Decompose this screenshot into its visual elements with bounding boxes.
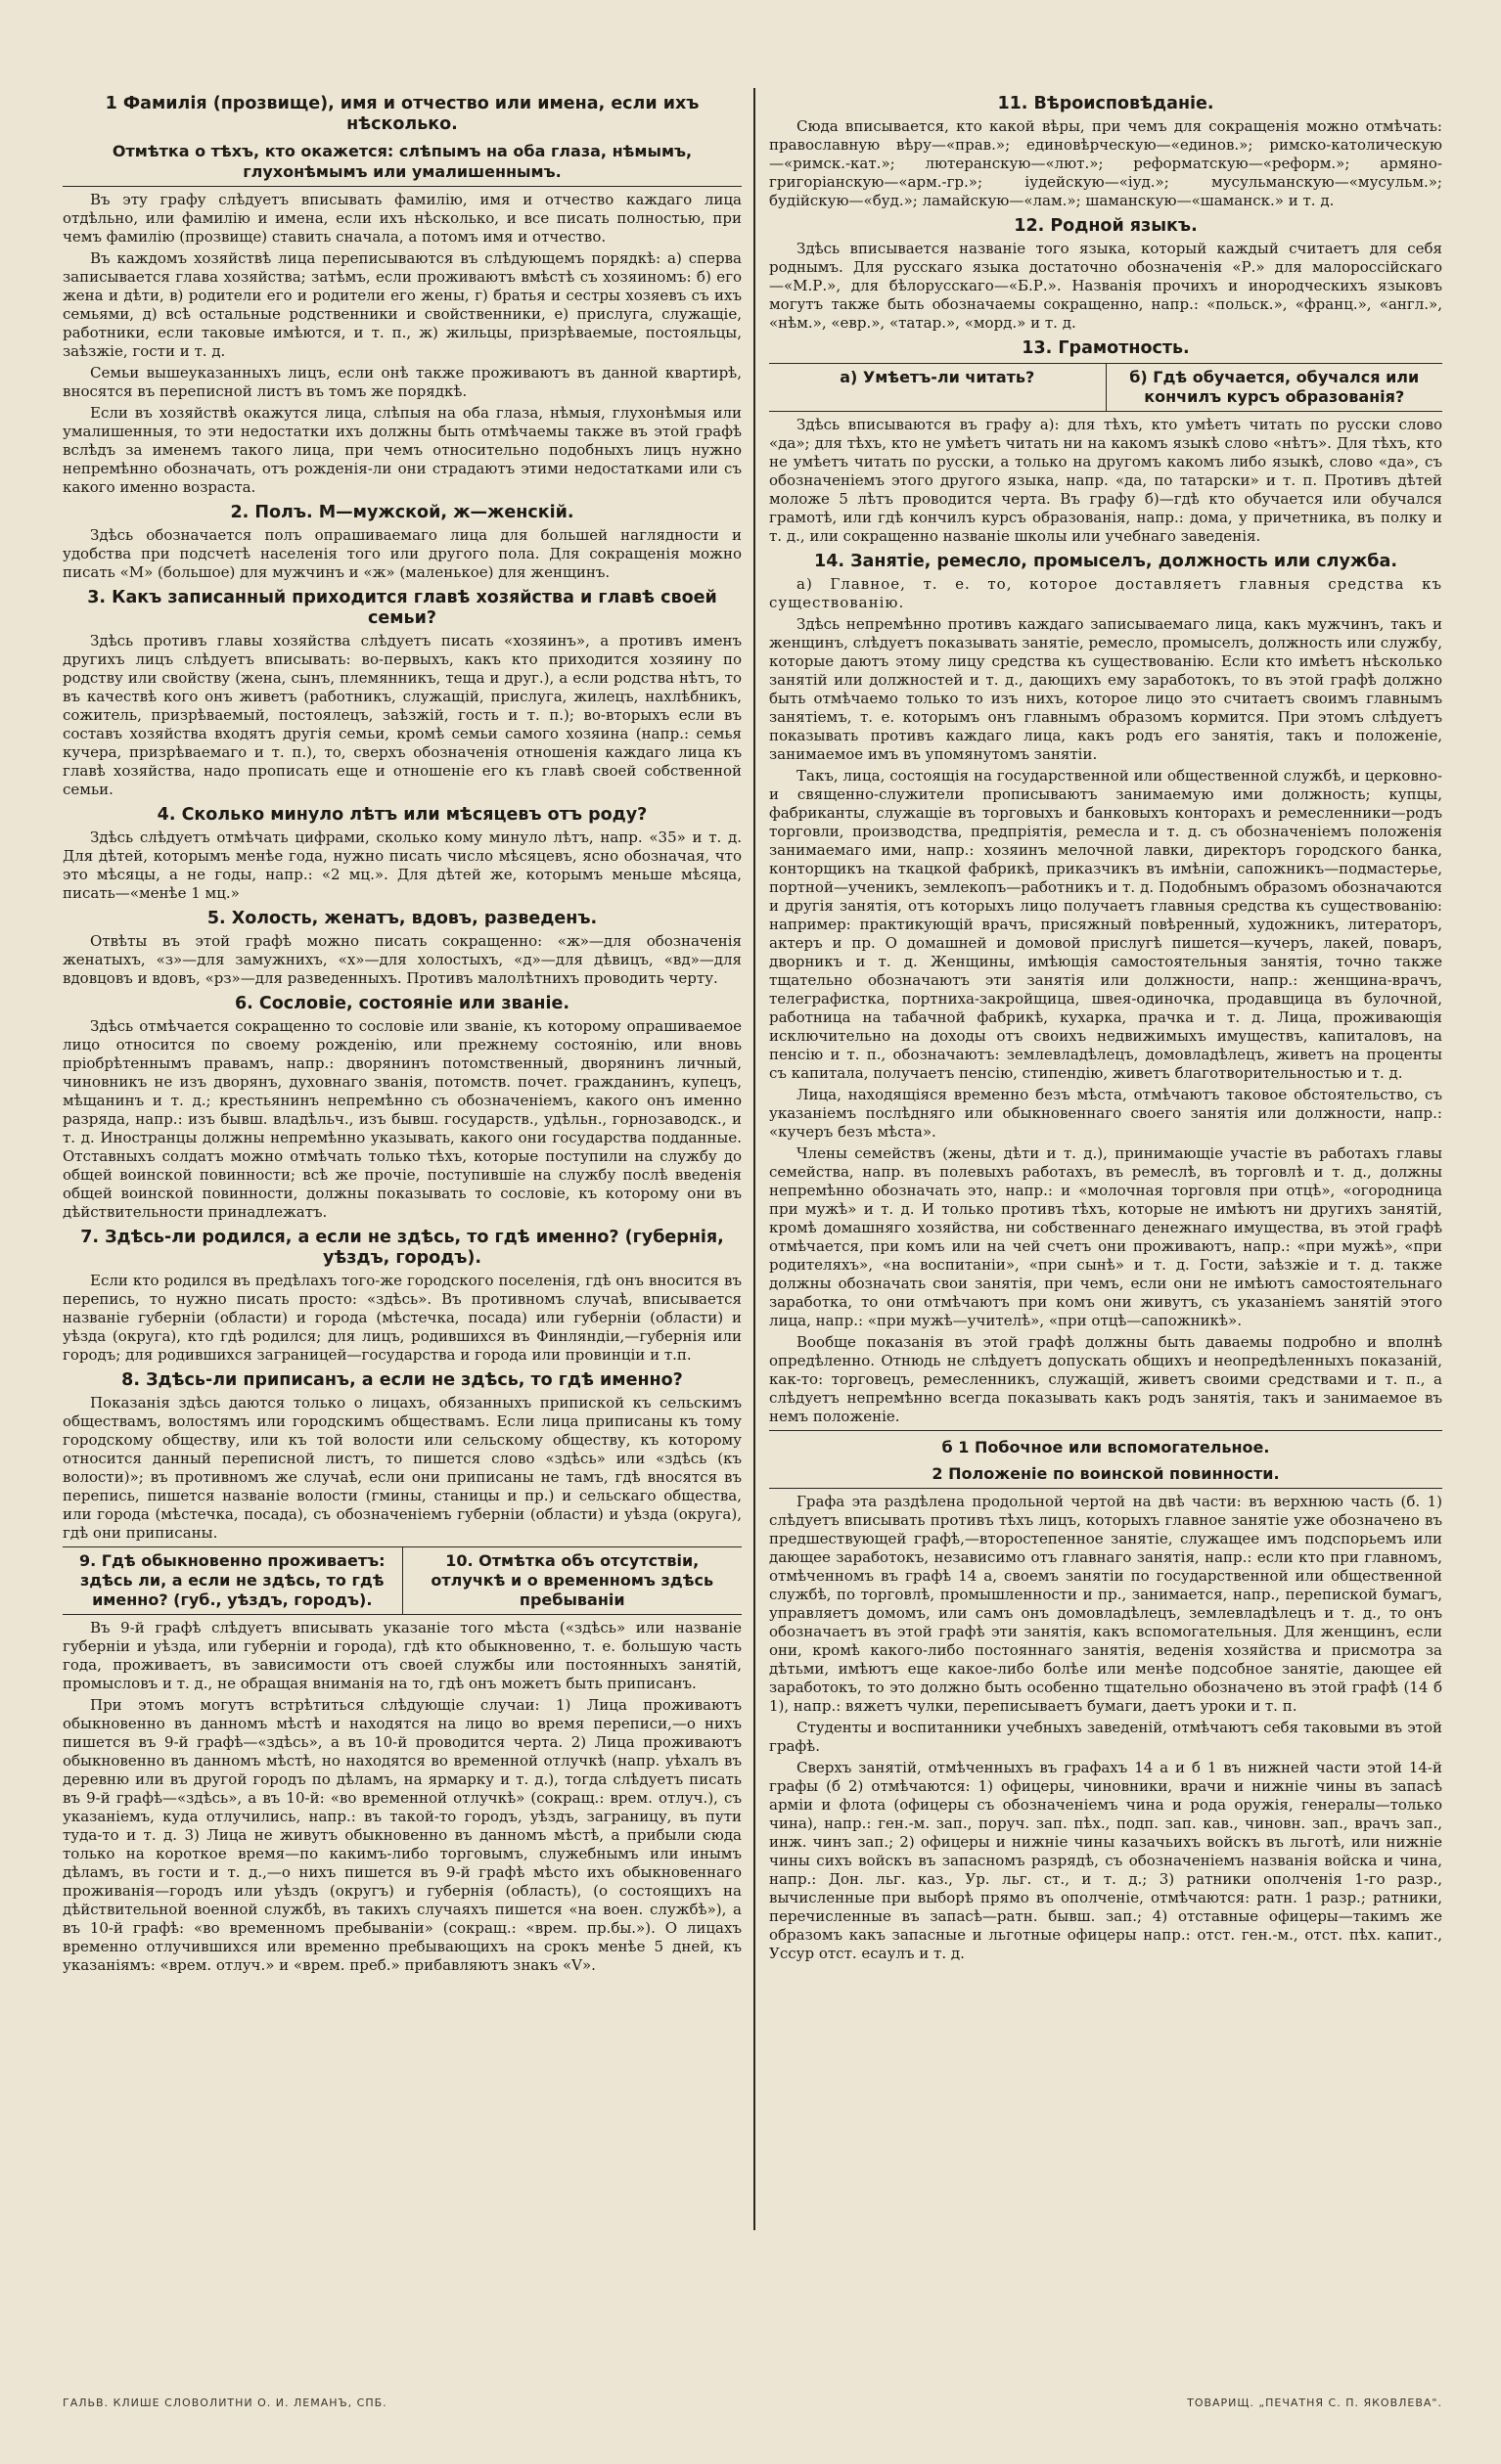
paragraph: Члены семействъ (жены, дѣти и т. д.), принимающіе участіе въ работахъ главы семейства, напр. въ полевыхъ работахъ, въ ремеслѣ, въ торговлѣ и т. д., должны непремѣнно обозначать это, напр.: и «молочная торговля при отцѣ», «огородница при мужѣ» и т. д. И только противъ тѣхъ, которые не имѣютъ ни другихъ занятій, кромѣ домашняго хозяйства, ни собственнаго денежнаго имущества, въ этой графѣ отмѣчается, при комъ или на чей счетъ они проживаютъ, напр.: «при мужѣ», «при родителяхъ», «на воспитаніи», «при сынѣ» и т. д. Гости, заѣзжіе и т. д. также должны обозначать свои занятія, при чемъ, если они не имѣютъ самостоятельнаго заработка, то они отмѣчаютъ при комъ они живутъ, съ указаніемъ занятій этого лица, напр.: «при мужѣ—учителѣ», «при отцѣ—сапожникѣ». <box>769 1144 1442 1329</box>
heading-14: 14. Занятіе, ремесло, промыселъ, должность или служба. <box>814 552 1397 571</box>
paragraph: Здѣсь вписываются въ графу а): для тѣхъ, кто умѣетъ читать по русски слово «да»; для тѣхъ, кто не умѣетъ читать ни на какомъ языкѣ слово «нѣтъ». Для тѣхъ, кто не умѣетъ читать по русски, а только на другомъ какомъ либо языкѣ, слово «да», съ обозначеніемъ этого другого языка, напр. «да, по татарски» и т. п. Противъ дѣтей моложе 5 лѣтъ проводится черта. Въ графу б)—гдѣ кто обучается или обучался грамотѣ, или гдѣ кончилъ курсъ образованія, напр.: дома, у причетника, въ полку и т. д., или сокращенно названіе школы или учебнаго заведенія. <box>769 416 1442 545</box>
heading-3: 3. Какъ записанный приходится главѣ хозяйства и главѣ своей семьи? <box>87 588 717 628</box>
heading-2: 2. Полъ. М—мужской, ж—женскій. <box>230 503 574 522</box>
paragraph: Если кто родился въ предѣлахъ того-же городского поселенія, гдѣ онъ вносится въ перепись, то нужно писать просто: «здѣсь». Въ противномъ случаѣ, вписывается названіе губерніи (области) и города (мѣстечка, посада) или губерніи (области) и уѣзда (округа), кто гдѣ родился; для лицъ, родившихся въ Финляндіи,—губернія или городъ; для родившихся заграницей—государства и города или провинціи и т.п. <box>63 1272 742 1364</box>
paragraph: Если въ хозяйствѣ окажутся лица, слѣпыя на оба глаза, нѣмыя, глухонѣмыя или умалишенныя, то эти недостатки ихъ должны быть отмѣчаемы также въ этой графѣ вслѣдъ за именемъ такого лица, при чемъ относительно подобныхъ лицъ нужно непремѣнно обозначать, отъ рожденія-ли они страдаютъ этими недостатками или съ какого именно возраста. <box>63 404 742 496</box>
rule <box>769 1430 1442 1431</box>
heading-13b: б) Гдѣ обучается, обучался или кончилъ курсъ образованія? <box>1129 368 1420 406</box>
paragraph: Здѣсь слѣдуетъ отмѣчать цифрами, сколько кому минуло лѣтъ, напр. «35» и т. д. Для дѣтей, которымъ менѣе года, нужно писать число мѣсяцевъ, ясно обозначая, что это мѣсяцы, а не годы, напр.: «2 мц.». Для дѣтей же, которымъ меньше мѣсяца, писать—«менѣе 1 мц.» <box>63 829 742 902</box>
paragraph: Въ 9-й графѣ слѣдуетъ вписывать указаніе того мѣста («здѣсь» или названіе губерніи и уѣзда, или губерніи и города), гдѣ кто обыкновенно, т. е. большую часть года, проживаетъ, въ зависимости отъ своей службы или постоянныхъ занятій, промысловъ и т. д., не обращая вниманія на то, гдѣ онъ можетъ быть приписанъ. <box>63 1619 742 1692</box>
split-cell-13b <box>1106 364 1443 411</box>
paragraph: а) Главное, т. е. то, которое доставляетъ главныя средства къ существованію. <box>769 575 1442 611</box>
heading-14b1: б 1 Побочное или вспомогательное. <box>941 1438 1270 1456</box>
paragraph: Сюда вписывается, кто какой вѣры, при чемъ для сокращенія можно отмѣчать: православную вѣру—«прав.»; единовѣрческую—«единов.»; римско-католическую—«римск.-кат.»; лютеранскую—«лют.»; реформатскую—«реформ.»; армяно-григоріанскую—«арм.-гр.»; іудейскую—«іуд.»; мусульманскую—«мусульм.»; будійскую—«буд.»; ламайскую—«лам.»; шаманскую—«шаманск.» и т. д. <box>769 117 1442 209</box>
paragraph: Показанія здѣсь даются только о лицахъ, обязанныхъ припиской къ сельскимъ обществамъ, волостямъ или городскимъ обществамъ. Если лица приписаны къ тому городскому обществу, или къ той волости или сельскому обществу, къ которому относится данный переписной листъ, то пишется слово «здѣсь» или «здѣсь (къ волости)»; въ противномъ же случаѣ, если они приписаны не тамъ, гдѣ вносятся въ перепись, пишется названіе волости (гмины, станицы и пр.) и сельскаго общества, или города (мѣстечка, посада), съ обозначеніемъ губерніи (области) и уѣзда (округа), гдѣ они приписаны. <box>63 1394 742 1542</box>
heading-5: 5. Холость, женатъ, вдовъ, разведенъ. <box>206 909 598 928</box>
rule <box>769 1488 1442 1489</box>
heading-8: 8. Здѣсь-ли приписанъ, а если не здѣсь, то гдѣ именно? <box>121 1370 683 1390</box>
heading-11: 11. Вѣроисповѣданіе. <box>997 94 1214 113</box>
heading-9: 9. Гдѣ обыкновенно проживаетъ: здѣсь ли, а если не здѣсь, то гдѣ именно? (губ., уѣздъ, городъ). <box>78 1551 386 1609</box>
paragraph: Здѣсь обозначается полъ опрашиваемаго лица для большей наглядности и удобства при подсчетѣ населенія того или другого пола. Для сокращенія можно писать «М» (большое) для мужчинъ и «ж» (маленькое) для женщинъ. <box>63 526 742 581</box>
census-instructions-page <box>63 88 1442 2409</box>
heading-4: 4. Сколько минуло лѣтъ или мѣсяцевъ отъ роду? <box>157 805 648 825</box>
paragraph: Семьи вышеуказанныхъ лицъ, если онѣ также проживаютъ въ данной квартирѣ, вносятся въ переписной листъ въ томъ же порядкѣ. <box>63 364 742 400</box>
left-column <box>63 88 742 2230</box>
heading-10: 10. Отмѣтка объ отсутствіи, отлучкѣ и о временномъ здѣсь пребываніи <box>431 1551 714 1609</box>
heading-1: 1 Фамилія (прозвище), имя и отчество или имена, если ихъ нѣсколько. <box>105 94 700 134</box>
split-heading-13 <box>769 363 1442 412</box>
paragraph: Отвѣты въ этой графѣ можно писать сокращенно: «ж»—для обозначенія женатыхъ, «з»—для замужнихъ, «х»—для холостыхъ, «д»—для дѣвицъ, «вд»—для вдовцовъ и вдовъ, «рз»—для разведенныхъ. Противъ малолѣтнихъ проводить черту. <box>63 932 742 987</box>
split-cell-9 <box>63 1547 402 1614</box>
column-divider <box>753 88 755 2230</box>
heading-1b: Отмѣтка о тѣхъ, кто окажется: слѣпымъ на оба глаза, нѣмымъ, глухонѣмымъ или умалишеннымъ. <box>112 142 693 181</box>
paragraph: Здѣсь вписывается названіе того языка, который каждый считаетъ для себя роднымъ. Для русскаго языка достаточно обозначенія «Р.» для малороссійскаго—«М.Р.», для бѣлорусскаго—«Б.Р.». Названія прочихъ и инородческихъ языковъ могутъ также быть обозначаемы сокращенно, напр.: «польск.», «франц.», «англ.», «нѣм.», «евр.», «татар.», «морд.» и т. д. <box>769 240 1442 332</box>
paragraph: Въ каждомъ хозяйствѣ лица переписываются въ слѣдующемъ порядкѣ: а) сперва записывается глава хозяйства; затѣмъ, если проживаютъ вмѣстѣ съ хозяиномъ: б) его жена и дѣти, в) родители его и родители его жены, г) братья и сестры хозяевъ съ ихъ семьями, д) всѣ остальные родственники и свойственники, е) прислуга, служащіе, работники, если таковые имѣются, и т. п., ж) жильцы, призрѣваемые, постояльцы, заѣзжіе, гости и т. д. <box>63 249 742 360</box>
paragraph: Въ эту графу слѣдуетъ вписывать фамилію, имя и отчество каждаго лица отдѣльно, или фамилію и имена, если ихъ нѣсколько, и все писать полностью, при чемъ фамилію (прозвище) ставить сначала, а потомъ имя и отчество. <box>63 191 742 246</box>
paragraph: Здѣсь непремѣнно противъ каждаго записываемаго лица, какъ мужчинъ, такъ и женщинъ, слѣдуетъ показывать занятіе, ремесло, промыселъ, должность или службу, которые даютъ этому лицу средства къ существованію. Если кто имѣетъ нѣсколько занятій или должностей и т. д., дающихъ ему заработокъ, то въ этой графѣ должно быть отмѣчаемо только то изъ нихъ, которое лицо это считаетъ своимъ главнымъ занятіемъ, т. е. которымъ онъ главнымъ образомъ кормится. При этомъ слѣдуетъ показывать противъ каждаго лица, какъ родъ его занятія, такъ и положеніе, занимаемое имъ въ упомянутомъ занятіи. <box>769 615 1442 763</box>
paragraph: Здѣсь противъ главы хозяйства слѣдуетъ писать «хозяинъ», а противъ именъ другихъ лицъ слѣдуетъ вписывать: во-первыхъ, какъ кто приходится хозяину по родству или свойству (жена, сынъ, племянникъ, теща и друг.), а если родства нѣтъ, то въ качествѣ кого онъ живетъ (работникъ, служащій, прислуга, жилецъ, нахлѣбникъ, сожитель, призрѣваемый, постоялецъ, заѣзжій, гость и т. п.); во-вторыхъ если въ составъ хозяйства входятъ другія семьи, кромѣ семьи самого хозяина (напр.: семья кучера, призрѣваемаго и т. п.), то, сверхъ обозначенія отношенія каждаго лица къ главѣ хозяйства, надо прописать еще и отношеніе его къ главѣ своей собственной семьи. <box>63 632 742 798</box>
paragraph: Лица, находящіяся временно безъ мѣста, отмѣчаютъ таковое обстоятельство, съ указаніемъ послѣдняго или обыкновеннаго своего занятія или должности, напр.: «кучеръ безъ мѣста». <box>769 1086 1442 1141</box>
printer-credit-left: ГАЛЬВ. КЛИШЕ СЛОВОЛИТНИ О. И. ЛЕМАНЪ, СПБ. <box>63 2397 387 2409</box>
paragraph: Здѣсь отмѣчается сокращенно то сословіе или званіе, къ которому опрашиваемое лицо относится по своему рожденію, или прежнему состоянію, или вновь пріобрѣтеннымъ правамъ, напр.: дворянинъ потомственный, дворянинъ личный, чиновникъ не изъ дворянъ, духовнаго званія, потомств. почет. гражданинъ, купецъ, мѣщанинъ и т. д.; крестьянинъ непремѣнно съ обозначеніемъ, какого онъ именно разряда, напр.: изъ бывш. владѣльч., изъ бывш. государств., удѣльн., горнозаводск., и т. д. Иностранцы должны непремѣнно указывать, какого они государства подданные. Отставныхъ солдатъ можно отмѣчать только тѣхъ, которые поступили на службу до общей воинской повинности; всѣ же прочіе, поступившіе на службу послѣ введенія общей воинской повинности, должны показывать то сословіе, къ которому они въ дѣйствительности принадлежатъ. <box>63 1017 742 1221</box>
heading-13: 13. Грамотность. <box>1022 338 1190 358</box>
rule <box>63 186 742 187</box>
paragraph: Вообще показанія въ этой графѣ должны быть даваемы подробно и вполнѣ опредѣленно. Отнюдь не слѣдуетъ допускать общихъ и неопредѣленныхъ показаній, как-то: торговецъ, ремесленникъ, служащій, живетъ своими средствами и т. п., а слѣдуетъ непремѣнно всегда показывать какъ родъ занятія, такъ и занимаемое въ немъ положеніе. <box>769 1333 1442 1425</box>
paragraph: При этомъ могутъ встрѣтиться слѣдующіе случаи: 1) Лица проживаютъ обыкновенно въ данномъ мѣстѣ и находятся на лицо во время переписи,—о нихъ пишется въ 9-й графѣ—«здѣсь», а въ 10-й проводится черта. 2) Лица проживаютъ обыкновенно въ данномъ мѣстѣ, но находятся во временной отлучкѣ (напр. уѣхалъ въ деревню или въ другой городъ по дѣламъ, на ярмарку и т. д.), тогда слѣдуетъ писать въ 9-й графѣ—«здѣсь», а въ 10-й: «во временной отлучкѣ» (сокращ.: врем. отлуч.), съ указаніемъ, куда отлучились, напр.: въ такой-то городъ, уѣздъ, заграницу, въ пути туда-то и т. д. 3) Лица не живутъ обыкновенно въ данномъ мѣстѣ, а прибыли сюда только на короткое время—по какимъ-либо торговымъ, служебнымъ или инымъ дѣламъ, въ гости и т. д.,—о нихъ пишется въ 9-й графѣ мѣсто ихъ обыкновеннаго проживанія—городъ или уѣздъ (округъ) и губернія (область), (о состоящихъ на дѣйствительной военной службѣ, въ такихъ случаяхъ пишется «на воен. службѣ»), а въ 10-й графѣ: «во временномъ пребываніи» (сокращ.: «врем. пр.бы.»). О лицахъ временно отлучившихся или временно пребывающихъ на срокъ менѣе 5 дней, къ указаніямъ: «врем. отлуч.» и «врем. преб.» прибавляютъ знакъ «V». <box>63 1696 742 1974</box>
right-column <box>769 88 1442 2230</box>
split-heading-9-10 <box>63 1546 742 1615</box>
heading-12: 12. Родной языкъ. <box>1014 216 1198 236</box>
paragraph: Такъ, лица, состоящія на государственной или общественной службѣ, и церковно-и священно-служители прописываютъ занимаемую ими должность; купцы, фабриканты, служащіе въ торговыхъ и банковыхъ конторахъ и ремесленники—родъ торговли, производства, предпріятія, ремесла и т. д. съ обозначеніемъ положенія занимаемаго ими, напр.: хозяинъ мелочной лавки, директоръ городского банка, конторщикъ на ткацкой фабрикѣ, приказчикъ въ имѣніи, сапожникъ—подмастерье, портной—ученикъ, землекопъ—работникъ и т. д. Подобнымъ образомъ обозначаются и другія занятія, отъ которыхъ лицо получаетъ главныя средства къ существованію: например: практикующій врачъ, присяжный повѣренный, художникъ, литераторъ, актеръ и пр. О домашней и домовой прислугѣ пишется—кучеръ, лакей, поваръ, дворникъ и т. д. Женщины, имѣющія самостоятельныя занятія, точно также тщательно обозначаютъ эти занятія или должности, напр.: женщина-врачъ, телеграфистка, портниха-закройщица, швея-одиночка, продавщица въ булочной, работница на табачной фабрикѣ, кухарка, прачка и т. д. Лица, проживающія исключительно на доходы отъ своихъ недвижимыхъ имуществъ, капиталовъ, на пенсію и т. п., обозначаютъ: землевладѣлецъ, домовладѣлецъ, живетъ на проценты съ капитала, получаетъ пенсію, стипендію, живетъ благотворительностью и т. д. <box>769 767 1442 1082</box>
paragraph: Графа эта раздѣлена продольной чертой на двѣ части: въ верхнюю часть (б. 1) слѣдуетъ вписывать противъ тѣхъ лицъ, которыхъ главное занятіе уже обозначено въ предшествующей графѣ,—второстепенное занятіе, служащее имъ подспорьемъ или дающее заработокъ, независимо отъ главнаго занятія, напр.: если кто при главномъ, отмѣченномъ въ графѣ 14 а, своемъ занятіи по государственной или общественной службѣ, по торговлѣ, промышленности и пр., занимается, напр., перепиской бумагъ, управляетъ домомъ, или самъ онъ домовладѣлецъ, землевладѣлецъ и т. д., то онъ обозначаетъ въ этой графѣ эти занятія, какъ вспомогательныя. Для женщинъ, если они, кромѣ какого-либо постояннаго занятія, веденія хозяйства и присмотра за дѣтьми, имѣютъ еще какое-либо болѣе или менѣе подсобное занятіе, дающее ей заработокъ, то это должно быть особенно тщательно обозначено въ этой графѣ (14 б 1), напр.: вяжетъ чулки, переписываетъ бумаги, даетъ уроки и т. п. <box>769 1493 1442 1715</box>
split-cell-13a <box>769 364 1106 411</box>
heading-14b2: 2 Положеніе по воинской повинности. <box>932 1464 1280 1483</box>
split-cell-10 <box>402 1547 743 1614</box>
heading-6: 6. Сословіе, состояніе или званіе. <box>235 994 569 1013</box>
heading-13a: а) Умѣетъ-ли читать? <box>840 368 1035 386</box>
paragraph: Сверхъ занятій, отмѣченныхъ въ графахъ 14 а и б 1 въ нижней части этой 14-й графы (б 2) отмѣчаются: 1) офицеры, чиновники, врачи и нижніе чины въ запасѣ арміи и флота (офицеры съ обозначеніемъ чина и рода оружія, генералы—только чина), напр.: ген.-м. зап., поруч. зап. пѣх., подп. зап. кав., чиновн. зап., врачъ зап., инж. чинъ зап.; 2) офицеры и нижніе чины казачьихъ войскъ въ льготѣ, или нижніе чины сихъ войскъ въ запасномъ разрядѣ, съ обозначеніемъ названія войска и чина, напр.: Дон. льг. каз., Ур. льг. ст., и т. д.; 3) ратники ополченія 1-го разр., вычисленные при выборѣ прямо въ ополченіе, отмѣчаются: ратн. 1 разр.; ратники, перечисленные въ запасѣ—ратн. бывш. зап.; 4) отставные офицеры—такимъ же образомъ какъ запасные и льготные офицеры напр.: отст. ген.-м., отст. пѣх. капит., Уссур отст. есаулъ и т. д. <box>769 1759 1442 1962</box>
printer-credit-right: ТОВАРИЩ. „ПЕЧАТНЯ С. П. ЯКОВЛЕВА". <box>1187 2397 1442 2409</box>
paragraph: Студенты и воспитанники учебныхъ заведеній, отмѣчаютъ себя таковыми въ этой графѣ. <box>769 1719 1442 1755</box>
heading-7: 7. Здѣсь-ли родился, а если не здѣсь, то гдѣ именно? (губернія, уѣздъ, городъ). <box>80 1228 724 1268</box>
